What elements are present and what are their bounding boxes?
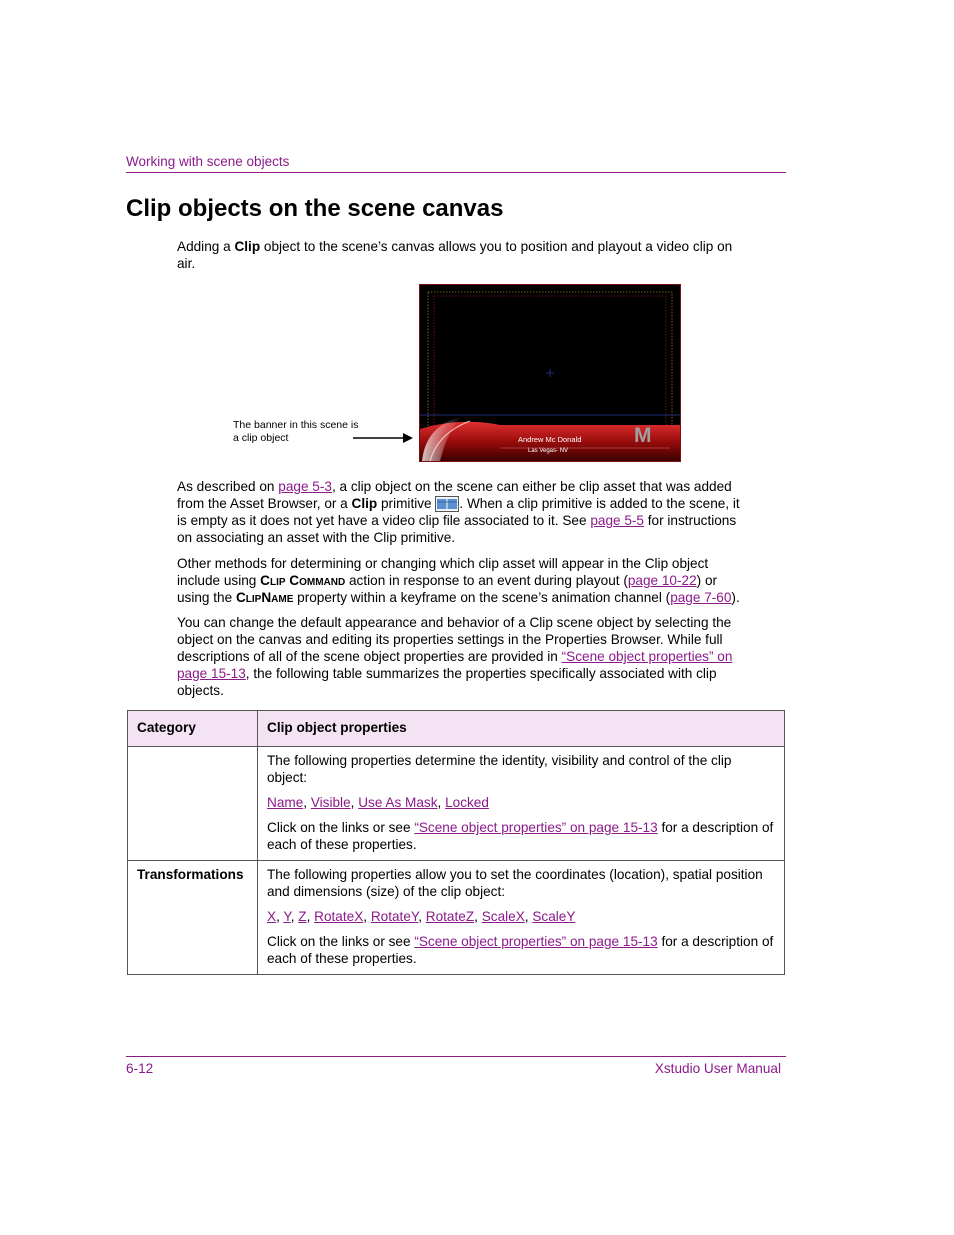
row-category: Transformations	[128, 861, 258, 975]
link-x[interactable]: X	[267, 909, 277, 924]
manual-title: Xstudio User Manual	[654, 1061, 781, 1076]
link-page-7-60[interactable]: page 7-60	[670, 590, 732, 605]
text: Click on the links or see	[267, 820, 415, 835]
link-scene-object-properties[interactable]: “Scene object properties” on page 15-13	[177, 649, 733, 681]
figure-callout: The banner in this scene is a clip object	[233, 419, 359, 444]
banner-location-text: Las Vegas- NV	[528, 448, 569, 454]
link-rotatex[interactable]: RotateX	[314, 909, 364, 924]
row-intro: The following properties determine the identity, visibility and control of the clip object:	[267, 753, 732, 785]
running-header: Working with scene objects	[126, 154, 290, 169]
text: Adding a	[177, 239, 235, 254]
link-scalex[interactable]: ScaleX	[481, 909, 525, 924]
bold-term: Clip	[351, 496, 378, 511]
text: action in response to an event during playout (	[345, 573, 628, 588]
bold-term: Clip	[234, 239, 261, 254]
text: Other methods for determining or changing which clip asset will appear in the Clip object include using	[177, 556, 709, 588]
header-rule	[126, 172, 786, 173]
text: object to the scene’s canvas allows you to position and playout a video clip on air.	[177, 239, 733, 271]
link-page-10-22[interactable]: page 10-22	[627, 573, 697, 588]
link-scene-object-properties[interactable]: “Scene object properties” on page 15-13	[414, 820, 658, 835]
banner-name-text: Andrew Mc Donald	[518, 435, 582, 444]
row-intro: The following properties allow you to set the coordinates (location), spatial position and dimensions (size) of the clip object:	[267, 867, 763, 899]
row-see-also	[267, 819, 775, 853]
row-properties	[258, 861, 785, 975]
paragraph-properties-intro	[177, 614, 742, 699]
link-scene-object-properties[interactable]: “Scene object properties” on page 15-13	[414, 934, 658, 949]
table-row	[128, 861, 785, 975]
row-see-also	[267, 933, 775, 967]
text: , the following table summarizes the properties specifically associated with clip objects.	[177, 666, 717, 698]
property-links: X, Y, Z, RotateX, RotateY, RotateZ, ScaleX, ScaleY	[267, 909, 576, 924]
clip-primitive-icon	[435, 496, 459, 512]
text: primitive	[377, 496, 436, 511]
text: ) or using the	[177, 573, 718, 605]
page-number: 6-12	[126, 1061, 154, 1076]
footer-rule	[126, 1056, 786, 1057]
column-header-category: Category	[128, 711, 258, 747]
scene-canvas-screenshot	[419, 284, 681, 462]
text: You can change the default appearance and behavior of a Clip scene object by selecting the object on the canvas and editing its properties settings in the Properties Browser. While full descriptions of all of the scene object properties are provided in	[177, 615, 732, 664]
page-title: Clip objects on the scene canvas	[126, 195, 504, 222]
column-header-properties: Clip object properties	[258, 711, 785, 747]
table-row	[128, 747, 785, 861]
link-rotatey[interactable]: RotateY	[370, 909, 419, 924]
link-rotatez[interactable]: RotateZ	[425, 909, 475, 924]
text: Click on the links or see	[267, 934, 415, 949]
link-y[interactable]: Y	[283, 909, 291, 924]
link-page-5-3[interactable]: page 5-3	[278, 479, 332, 494]
link-locked[interactable]: Locked	[445, 795, 489, 810]
link-scaley[interactable]: ScaleY	[532, 909, 576, 924]
text: for a description of each of these properties.	[267, 934, 774, 966]
text: for instructions on associating an asset with the Clip primitive.	[177, 513, 737, 545]
link-z[interactable]: Z	[298, 909, 307, 924]
clip-command-term: Clip Command	[260, 573, 346, 588]
link-page-5-5[interactable]: page 5-5	[590, 513, 644, 528]
text: property within a keyframe on the scene’s animation channel (	[293, 590, 671, 605]
paragraph-other-methods	[177, 555, 742, 606]
text: As described on	[177, 479, 279, 494]
text: . When a clip primitive is added to the scene, it is empty as it does not yet have a video clip file associated to it. See	[177, 496, 740, 528]
row-category	[128, 747, 258, 861]
text: for a description of each of these properties.	[267, 820, 774, 852]
banner-logo: M	[634, 424, 652, 447]
property-links: Name, Visible, Use As Mask, Locked	[267, 795, 489, 810]
intro-paragraph	[177, 238, 742, 272]
text: ).	[731, 590, 740, 605]
row-properties	[258, 747, 785, 861]
link-visible[interactable]: Visible	[310, 795, 351, 810]
clipname-term: ClipName	[235, 590, 294, 605]
callout-arrow-icon	[353, 431, 415, 445]
link-name[interactable]: Name	[267, 795, 304, 810]
text: , a clip object on the scene can either be clip asset that was added from the Asset Browser, or a	[177, 479, 732, 511]
paragraph-clip-sources	[177, 478, 742, 546]
link-use-as-mask[interactable]: Use As Mask	[358, 795, 438, 810]
table-header-row	[128, 711, 785, 747]
clip-properties-table	[127, 710, 785, 975]
